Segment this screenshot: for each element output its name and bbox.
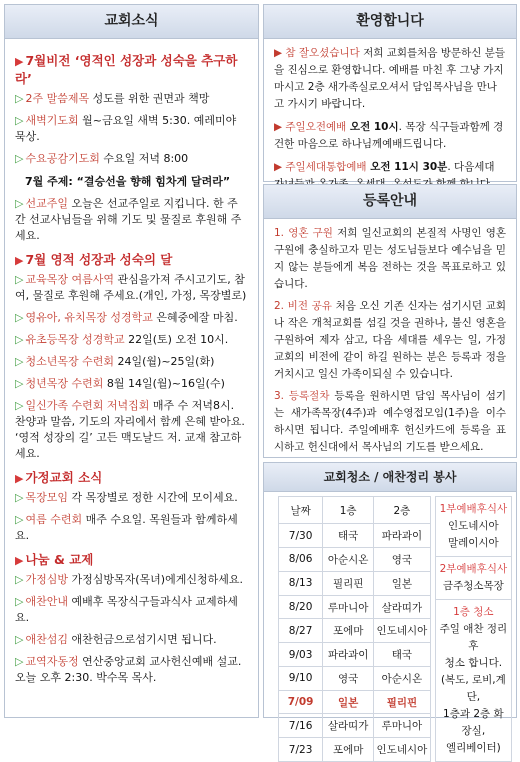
section-heading-text: 7월 영적 성장과 성숙의 달 [25,252,173,267]
registration-item-text: 저희 일신교회의 본질적 사명인 영혼구원에 충실하고자 믿는 성도님들보다 예수님을 믿지 않는 분들에게 복음 전하는 것을 목표로하고 있습니다. [274,227,506,290]
duty-header-cell: 2층 [374,497,431,524]
section-heading-text: 7월비전 ‘영적인 성장과 성숙을 추구하라’ [15,53,238,86]
duty-cell: 살라띠가 [374,595,431,619]
news-item-label: 애찬안내 [25,595,68,608]
duty-side-line: 금주청소목장 [442,580,504,592]
news-item-text: 22일(토) 오전 10시. [128,333,229,346]
duty-side-line: 인도네시아 [447,520,499,532]
bullet-icon: ▷ [15,197,24,210]
registration-item [274,388,506,456]
duty-side-block [435,600,512,762]
news-item-text: 예배후 목장식구들과식사 교제하세요. [15,595,238,624]
duty-cell: 인도네시아 [374,738,431,762]
welcome-item-text: . 다음세대 [447,161,495,173]
registration-text [264,219,516,456]
duty-cell: 7/30 [279,524,323,548]
duty-row [279,690,431,714]
welcome-item-text: 저희 교회를처음 방문하신 분들을 진심으로 환영합니다. 예배를 마친 후 그냥 가지 마시고 2층 새가족실로오셔서 담임목사님을 만나고 가시기 바랍니다. [274,47,505,110]
bullet-icon: ▷ [15,655,24,668]
triangle-icon: ▶ [15,254,24,267]
news-item [15,151,248,167]
duty-side-line: 말레이시아 [447,537,499,549]
duty-cell: 8/20 [279,595,323,619]
duty-row [279,524,431,548]
duty-row [279,643,431,667]
duty-row [279,738,431,762]
news-item-text: 연산중앙교회 교사헌신예배 설교. 오늘 오후 2:30. 박수목 목사. [15,655,242,684]
news-item [15,310,248,326]
duty-row [279,548,431,572]
news-item [15,654,248,686]
welcome-item [274,45,506,113]
section-heading [15,468,248,486]
news-item-label: 청년목장 수련회 [25,377,104,390]
duty-cell: 일본 [374,571,431,595]
bullet-icon: ▷ [15,114,24,127]
duty-row [279,571,431,595]
duty-side-line: 청소 합니다. [444,657,503,669]
duty-body [264,492,516,762]
news-item-label: 교역자동정 [25,655,79,668]
duty-cell: 필리핀 [374,690,431,714]
duty-cell: 루마니아 [323,595,374,619]
welcome-item-time: 오전 11시 30분 [366,161,448,173]
duty-cell: 7/09 [279,690,323,714]
duty-side-line: (복도, 로비,계단, [440,674,506,703]
bullet-icon: ▷ [15,399,24,412]
news-item-text: 관심을가져 주시고기도, 참여, 물질로 후원해 주세요.(개인, 가정, 목장별로) [15,273,247,302]
duty-cell: 9/03 [279,643,323,667]
news-item-label: 영유아, 유치목장 성경학교 [25,311,153,324]
news-item [15,632,248,648]
bullet-icon: ▷ [15,633,24,646]
news-item [15,594,248,626]
news-item-text: 가정심방목자(목녀)에게신청하세요. [71,573,243,586]
church-news-panel [4,4,259,718]
welcome-text [264,39,516,193]
duty-side-block [435,557,512,600]
duty-side-line: 주일 애찬 정리후 [439,623,508,652]
news-item-label: 선교주일 [25,197,68,210]
welcome-panel [263,4,517,182]
bullet-icon: ▷ [15,513,24,526]
cleaning-duty-title: 교회청소 / 애찬정리 봉사 [264,463,516,492]
duty-side-title: 1층 청소 [453,606,494,618]
news-item-label: 2주 말씀제목 [25,92,90,105]
news-item-text: 수요일 저녁 8:00 [103,152,189,165]
welcome-title: 환영합니다 [264,5,516,39]
registration-item-label: 2. 비전 공유 [274,300,332,312]
bullet-icon: ▷ [15,152,24,165]
registration-item [274,225,506,293]
bullet-icon: ▷ [15,273,24,286]
duty-cell: 파라과이 [323,643,374,667]
bullet-icon: ▷ [15,573,24,586]
news-item [15,354,248,370]
bullet-icon: ▷ [15,92,24,105]
registration-panel [263,184,517,458]
duty-cell: 7/16 [279,714,323,738]
news-item-label: 일신가족 수련회 저녁집회 [25,399,150,412]
church-news-title: 교회소식 [5,5,258,39]
news-item-label: 가정심방 [25,573,68,586]
section-heading-text: 나눔 & 교제 [25,552,94,567]
news-item [15,376,248,392]
news-item [15,196,248,244]
welcome-item-label: ▶ 참 잘오셨습니다 [274,47,360,59]
duty-cell: 8/27 [279,619,323,643]
duty-cell: 루마니아 [374,714,431,738]
registration-item-text: 처음 오신 기존 신자는 섬기시던 교회나 작은 개척교회를 섬길 것을 권하나, 불신 영혼을 구원하여 제자 삼고, 다음 세대를 세우는 일, 가정교회의 비전에 같이 하길 원하는 분은 등록과 정을 거치시고 일신 가족이되실 수 있습니다. [274,300,506,380]
news-item [15,113,248,145]
duty-cell: 필리핀 [323,571,374,595]
news-item-text: 매주 수 저녁8시. 찬양과 말씀, 기도의 자리에서 함께 은혜 받아요. ‘영적 성장의 길’ 고든 맥도날드 저. 교재 참고하세요. [15,399,245,460]
bullet-icon: ▷ [15,333,24,346]
welcome-item [274,119,506,153]
duty-side-title: 1부예배후식사 [439,503,508,515]
news-item-text: 은혜중에잘 마침. [156,311,238,324]
duty-cell: 아순시온 [374,666,431,690]
news-item [15,398,248,462]
bullet-icon: ▷ [15,377,24,390]
welcome-item-label: ▶ 주일세대통합예배 [274,161,367,173]
section-heading [15,250,248,268]
news-item-label: 수요공감기도회 [25,152,100,165]
news-item-text: 매주 수요일. 목원들과 함께하세요. [15,513,238,542]
news-item-text: 24일(월)~25일(화) [117,355,215,368]
duty-cell: 포에마 [323,738,374,762]
news-item-label: 애찬섬김 [25,633,68,646]
duty-side-title: 2부예배후식사 [439,563,508,575]
bullet-icon: ▷ [15,491,24,504]
triangle-icon: ▶ [15,55,24,68]
duty-cell: 7/23 [279,738,323,762]
news-item-text: 성도를 위한 권면과 책망 [92,92,210,105]
duty-cell: 인도네시아 [374,619,431,643]
news-item-label: 유초등목장 성경학교 [25,333,125,346]
bullet-icon: ▷ [15,355,24,368]
news-item-text: 8월 14일(월)~16일(수) [106,377,225,390]
welcome-item-label: ▶ 주일오전예배 [274,121,347,133]
monthly-theme: 7월 주제: “결승선을 향해 힘차게 달려라” [25,175,231,188]
church-news-list [5,39,258,686]
registration-item-label: 3. 등록절차 [274,390,330,402]
section-heading [15,550,248,568]
news-item-text: 월~금요일 새벽 5:30. 예레미야 묵상. [15,114,237,143]
duty-cell: 8/06 [279,548,323,572]
cleaning-duty-panel [263,462,517,757]
registration-item-label: 1. 영혼 구원 [274,227,333,239]
bullet-icon: ▷ [15,595,24,608]
duty-cell: 일본 [323,690,374,714]
registration-item-text: 등록을 원하시면 담임 목사님이 섬기는 새가족목장(4주)과 예수영접모임(1주)을 이수하시면 됩니다. 주일예배후 헌신카드에 등록을 표시하고 헌신대에서 목사님의 기도를 받으세요. [274,390,506,453]
news-item-text: 오늘은 선교주일로 지킵니다. 한 주간 선교사님들을 위해 기도 및 물질로 후원해 주세요. [15,197,242,242]
duty-cell: 9/10 [279,666,323,690]
bullet-icon: ▷ [15,311,24,324]
duty-cell: 아순시온 [323,548,374,572]
duty-side-block [435,496,512,557]
news-item [15,91,248,107]
duty-row [279,619,431,643]
welcome-item-time: 오전 10시 [346,121,399,133]
duty-side-line: 1층과 2층 화장실, [443,708,504,737]
news-item [15,572,248,588]
duty-side-line: 엘리베이터) [445,742,501,754]
news-item [15,272,248,304]
news-item-text: 애찬헌금으로섬기시면 됩니다. [71,633,217,646]
section-heading [15,51,248,87]
duty-side-notes [435,496,512,762]
news-item-text: 각 목장별로 정한 시간에 모이세요. [71,491,238,504]
duty-row [279,666,431,690]
duty-table [278,496,431,762]
news-item-label: 여름 수련회 [25,513,83,526]
duty-header-cell: 1층 [323,497,374,524]
triangle-icon: ▶ [15,472,24,485]
welcome-item-text: . 목장 식구들과함께 경건한 마음으로 하나님께예배드립니다. [274,121,504,150]
duty-cell: 태국 [323,524,374,548]
news-item [15,332,248,348]
section-heading-text: 가정교회 소식 [25,470,103,485]
news-item [15,512,248,544]
news-item-label: 교육목장 여름사역 [25,273,114,286]
triangle-icon: ▶ [15,554,24,567]
duty-cell: 파라과이 [374,524,431,548]
news-item-label: 청소년목장 수련회 [25,355,114,368]
news-item-label: 새벽기도회 [25,114,79,127]
duty-cell: 포에마 [323,619,374,643]
duty-cell: 살라띠가 [323,714,374,738]
duty-cell: 영국 [323,666,374,690]
duty-row [279,595,431,619]
duty-row [279,714,431,738]
duty-cell: 영국 [374,548,431,572]
duty-cell: 8/13 [279,571,323,595]
duty-header-cell: 날짜 [279,497,323,524]
duty-cell: 태국 [374,643,431,667]
news-item-label: 목장모임 [25,491,68,504]
news-item [15,490,248,506]
registration-title: 등록안내 [264,185,516,219]
registration-item [274,298,506,383]
